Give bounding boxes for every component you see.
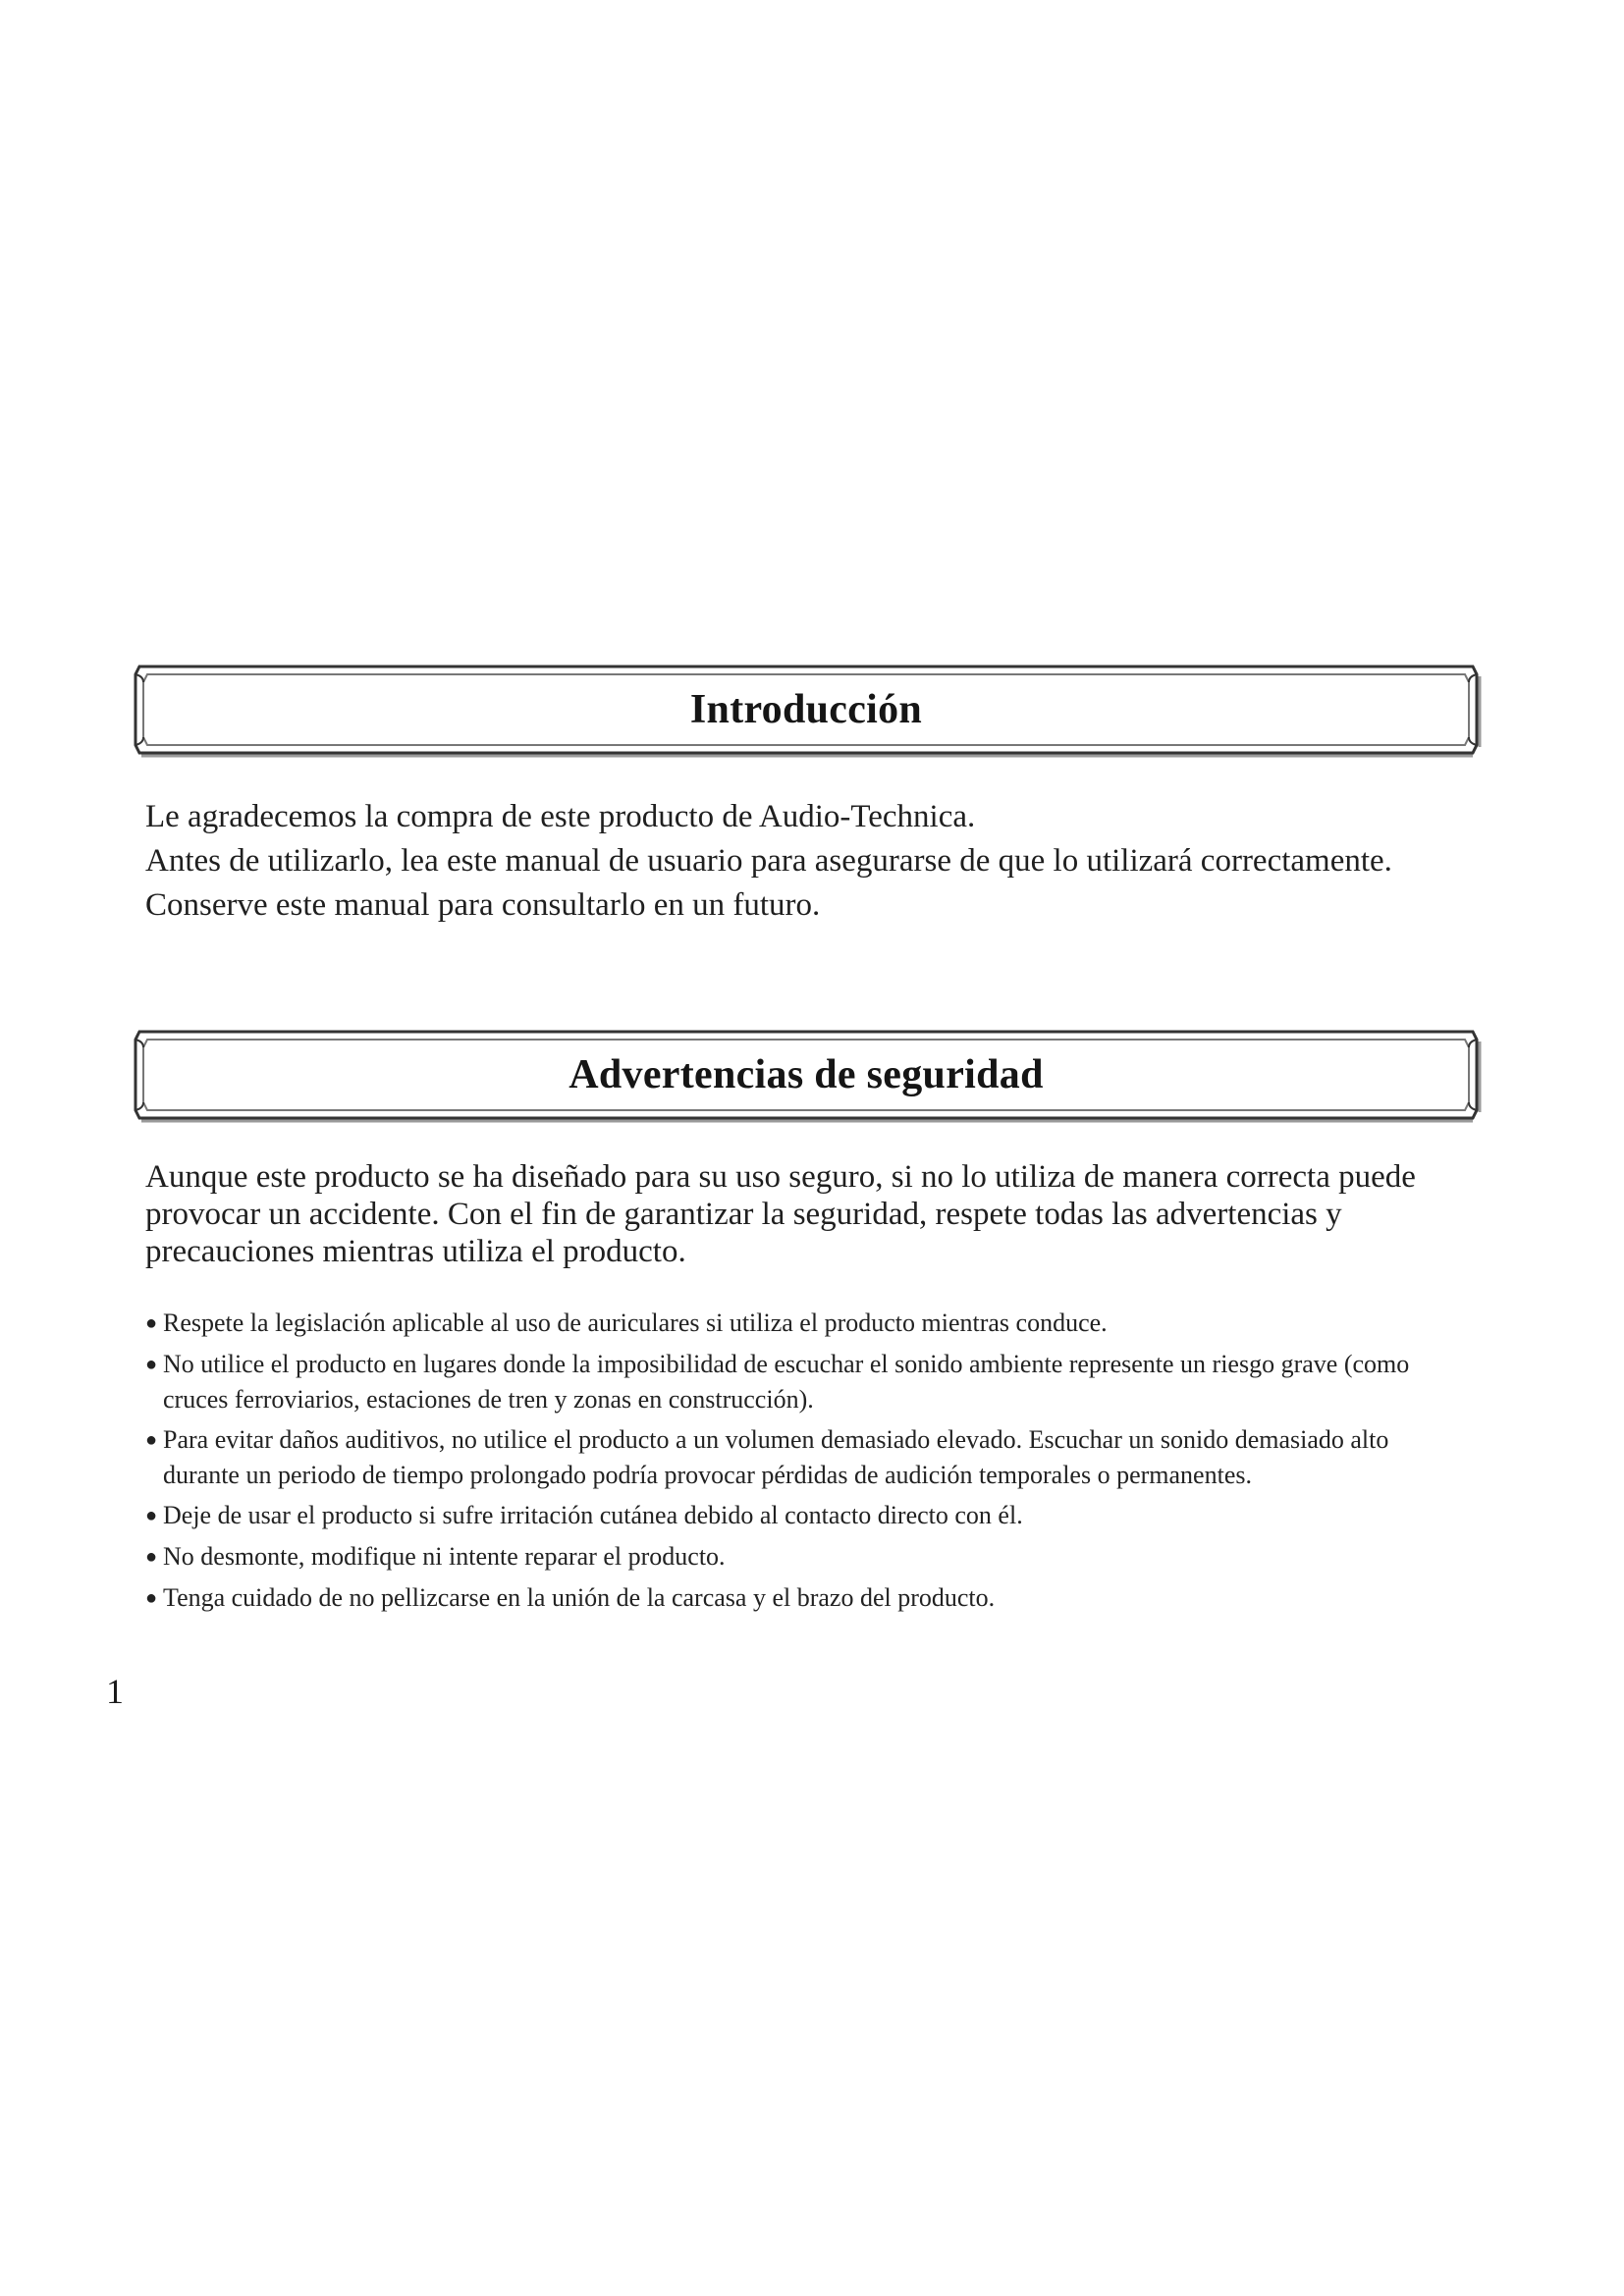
list-item [145, 1539, 1461, 1575]
list-item [145, 1498, 1461, 1533]
intro-paragraph [145, 795, 1471, 928]
bullet-icon: ● [145, 1354, 158, 1375]
intro-title: Introducción [689, 687, 923, 732]
bullet-text: Deje de usar el producto si sufre irritación cutánea debido al contacto directo con él. [163, 1501, 1023, 1529]
bullet-text: Respete la legislación aplicable al uso de auriculares si utiliza el producto mientras conduce. [163, 1308, 1108, 1337]
intro-line-3: Conserve este manual para consultarlo en un futuro. [145, 887, 821, 923]
bullet-text: Tenga cuidado de no pellizcarse en la unión de la carcasa y el brazo del producto. [163, 1583, 996, 1612]
page-number: 1 [106, 1672, 124, 1711]
safety-title: Advertencias de seguridad [568, 1052, 1044, 1097]
bullet-icon: ● [145, 1312, 158, 1334]
safety-header-frame [130, 1026, 1483, 1124]
list-item [145, 1347, 1461, 1416]
bullet-icon: ● [145, 1546, 158, 1568]
list-item [145, 1306, 1461, 1341]
bullet-icon: ● [145, 1429, 158, 1451]
intro-header-frame [130, 661, 1483, 759]
intro-line-1: Le agradecemos la compra de este producto de Audio-Technica. [145, 799, 976, 834]
list-item [145, 1422, 1461, 1492]
bullet-text: No desmonte, modifique ni intente reparar el producto. [163, 1542, 726, 1571]
bullet-icon: ● [145, 1505, 158, 1526]
list-item [145, 1580, 1461, 1616]
bullet-text: Para evitar daños auditivos, no utilice el producto a un volumen demasiado elevado. Escuchar un sonido demasiado alto durante un periodo de tiempo prolongado podría provocar pérdidas de audición temporales o permanentes. [163, 1425, 1389, 1489]
bullet-text: No utilice el producto en lugares donde la imposibilidad de escuchar el sonido ambiente represente un riesgo grave (como cruces ferroviarios, estaciones de tren y zonas en construcción). [163, 1350, 1410, 1414]
intro-line-2: Antes de utilizarlo, lea este manual de usuario para asegurarse de que lo utilizará correctamente. [145, 843, 1392, 879]
bullet-icon: ● [145, 1587, 158, 1609]
safety-bullet-list [145, 1306, 1461, 1622]
safety-paragraph: Aunque este producto se ha diseñado para su uso seguro, si no lo utiliza de manera correcta puede provocar un accidente. Con el fin de garantizar la seguridad, respete todas las advertencias y precauciones mientras utiliza el producto. [145, 1159, 1416, 1269]
